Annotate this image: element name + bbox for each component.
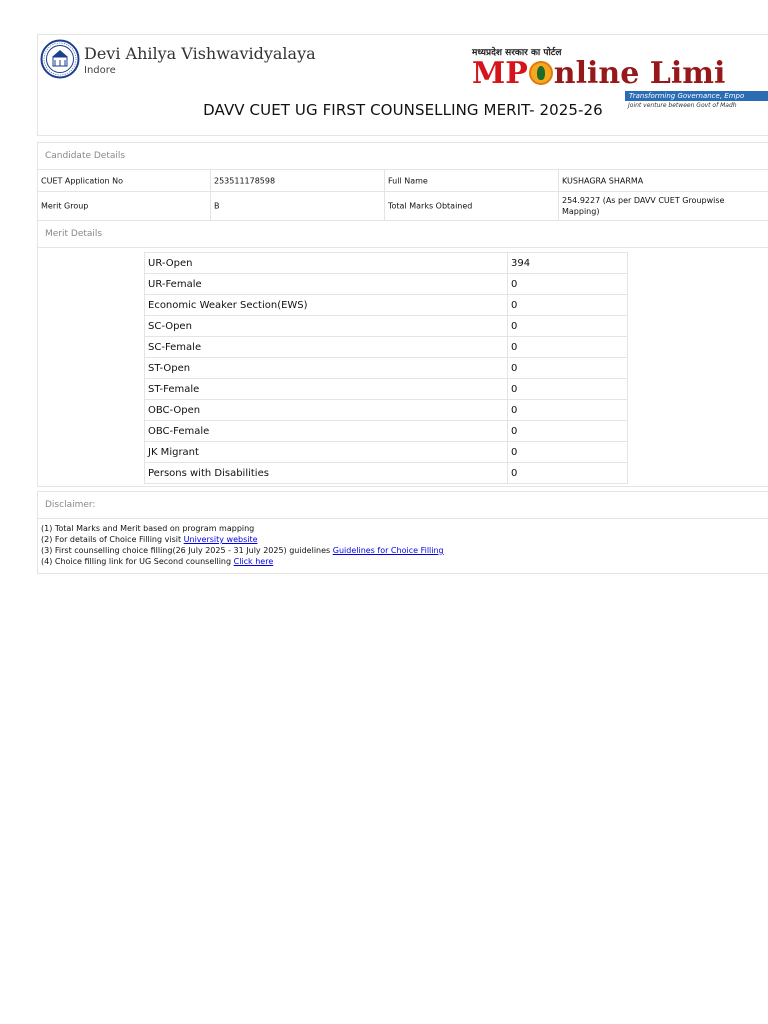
merit-row <box>145 358 628 379</box>
merit-category: ST-Female <box>145 379 508 400</box>
merit-rank: 0 <box>508 379 628 400</box>
merit-group-value: B <box>214 201 220 211</box>
disclaimer-line <box>41 534 765 545</box>
merit-category: UR-Female <box>145 274 508 295</box>
disclaimer-line: (1) Total Marks and Merit based on program mapping <box>41 524 255 533</box>
merit-rank: 0 <box>508 442 628 463</box>
application-no-label: CUET Application No <box>41 176 124 185</box>
merit-rank: 0 <box>508 421 628 442</box>
merit-row <box>145 400 628 421</box>
disclaimer-line-text: (3) First counselling choice filling(26 July 2025 - 31 July 2025) guidelines <box>41 546 333 555</box>
merit-row <box>145 421 628 442</box>
merit-group-label: Merit Group <box>41 201 89 211</box>
merit-category: ST-Open <box>145 358 508 379</box>
total-marks-label: Total Marks Obtained <box>388 201 473 211</box>
merit-table <box>144 252 628 484</box>
candidate-details-heading: Candidate Details <box>38 143 768 170</box>
mponline-subcaption: Joint venture between Govt of Madh <box>628 102 737 109</box>
merit-category: Persons with Disabilities <box>145 463 508 484</box>
merit-category: SC-Female <box>145 337 508 358</box>
application-no-value: 253511178598 <box>214 176 276 185</box>
merit-rank: 394 <box>508 253 628 274</box>
merit-category: JK Migrant <box>145 442 508 463</box>
merit-row <box>145 316 628 337</box>
mponline-suffix: nline Limi <box>553 56 726 91</box>
merit-rank: 0 <box>508 316 628 337</box>
total-marks-value: 254.9227 (As per DAVV CUET Groupwise Mapping) <box>562 196 725 216</box>
merit-details-heading: Merit Details <box>38 221 768 248</box>
merit-category: SC-Open <box>145 316 508 337</box>
merit-rank: 0 <box>508 400 628 421</box>
candidate-row <box>38 170 768 192</box>
merit-category: OBC-Open <box>145 400 508 421</box>
merit-rank: 0 <box>508 358 628 379</box>
mponline-prefix: MP <box>472 56 528 91</box>
disclaimer-heading: Disclaimer: <box>38 492 768 519</box>
mponline-logo <box>470 43 768 109</box>
mponline-o-icon <box>529 61 553 85</box>
candidate-merit-panel <box>37 142 768 487</box>
university-name: Devi Ahilya Vishwavidyalaya <box>84 44 316 63</box>
choice-filling-guidelines-link[interactable]: Guidelines for Choice Filling <box>332 546 444 555</box>
university-website-link[interactable]: University website <box>183 535 258 544</box>
university-seal-icon <box>40 39 80 79</box>
full-name-value: KUSHAGRA SHARMA <box>562 176 644 185</box>
candidate-row <box>38 192 768 221</box>
merit-row <box>145 442 628 463</box>
mponline-tagline: Transforming Governance, Empo <box>625 91 768 101</box>
disclaimer-panel <box>37 491 768 574</box>
merit-rank: 0 <box>508 295 628 316</box>
merit-category: UR-Open <box>145 253 508 274</box>
page-header <box>37 34 768 136</box>
full-name-label: Full Name <box>388 176 428 185</box>
merit-row <box>145 295 628 316</box>
university-city: Indore <box>84 65 116 76</box>
merit-row <box>145 274 628 295</box>
disclaimer-line <box>41 556 765 567</box>
merit-row <box>145 337 628 358</box>
merit-rank: 0 <box>508 337 628 358</box>
merit-details-area <box>38 248 768 486</box>
disclaimer-line <box>41 545 765 556</box>
merit-row <box>145 463 628 484</box>
merit-row <box>145 379 628 400</box>
second-counselling-link[interactable]: Click here <box>233 557 274 566</box>
merit-row <box>145 253 628 274</box>
disclaimer-line-text: (4) Choice filling link for UG Second counselling <box>41 557 234 566</box>
mponline-hindi-caption: मध्यप्रदेश सरकार का पोर्टल <box>472 48 562 58</box>
merit-category: Economic Weaker Section(EWS) <box>145 295 508 316</box>
merit-rank: 0 <box>508 463 628 484</box>
merit-rank: 0 <box>508 274 628 295</box>
disclaimer-line-text: (2) For details of Choice Filling visit <box>41 535 184 544</box>
disclaimer-body <box>38 519 768 573</box>
merit-category: OBC-Female <box>145 421 508 442</box>
page <box>37 34 768 566</box>
mponline-wordmark <box>472 57 725 91</box>
page-title: DAVV CUET UG FIRST COUNSELLING MERIT- 2025-26 <box>203 101 603 119</box>
